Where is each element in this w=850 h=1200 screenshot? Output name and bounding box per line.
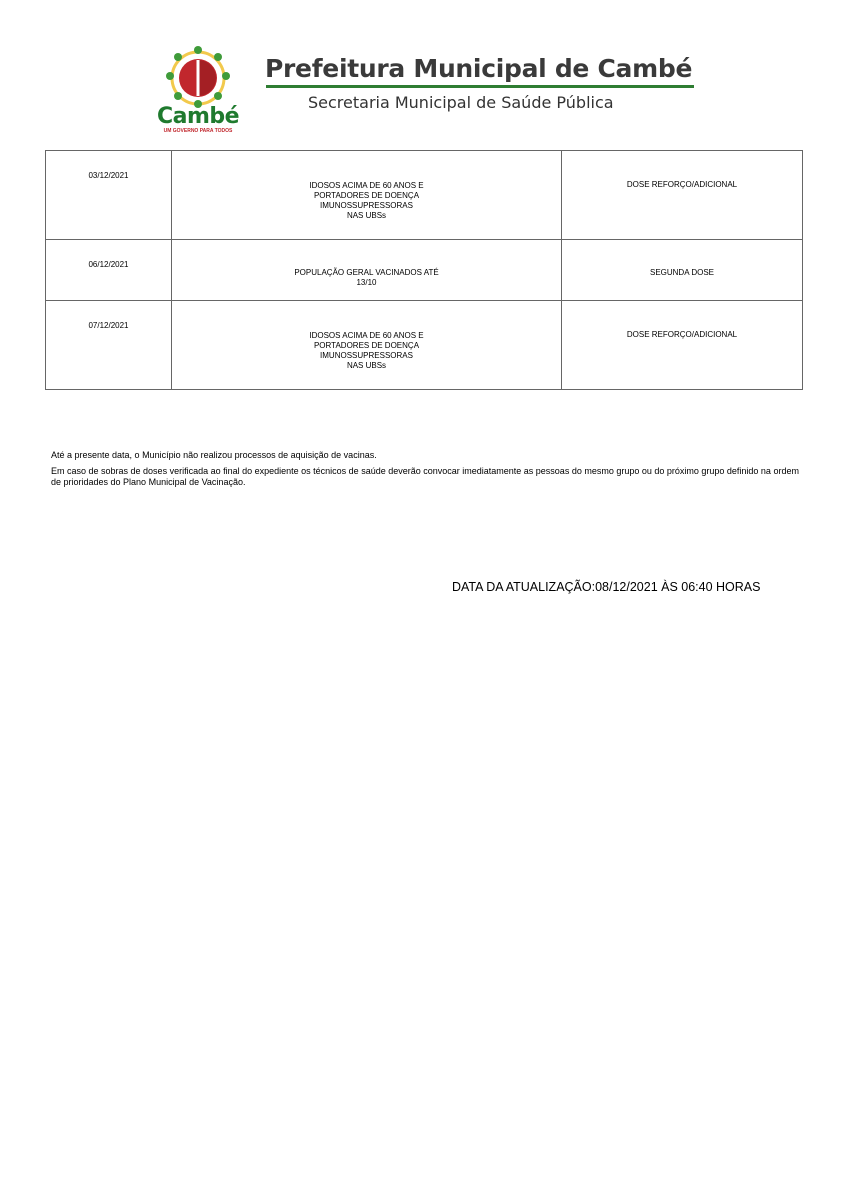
- notes-section: [51, 450, 811, 493]
- date-cell: [46, 151, 172, 240]
- table-row: [46, 240, 803, 301]
- date-text: 07/12/2021: [88, 321, 129, 330]
- group-cell: [172, 240, 562, 301]
- group-text: IDOSOS ACIMA DE 60 ANOS E PORTADORES DE DOENÇA IMUNOSSUPRESSORAS NAS UBSs: [309, 331, 424, 370]
- group-text: POPULAÇÃO GERAL VACINADOS ATÉ 13/10: [294, 268, 439, 287]
- cambe-logo: [150, 46, 246, 138]
- page-title: Prefeitura Municipal de Cambé: [265, 54, 693, 83]
- dose-cell: [562, 240, 803, 301]
- note-leftover-doses: Em caso de sobras de doses verificada ao final do expediente os técnicos de saúde deverão convocar imediatamente as pessoas do mesmo grupo ou do próximo grupo definido na ordem de prioridades do Plano Municipal de Vacinação.: [51, 466, 799, 487]
- cambe-emblem-icon: [150, 46, 246, 108]
- date-cell: [46, 301, 172, 390]
- group-text: IDOSOS ACIMA DE 60 ANOS E PORTADORES DE DOENÇA IMUNOSSUPRESSORAS NAS UBSs: [309, 181, 424, 220]
- dose-text: DOSE REFORÇO/ADICIONAL: [626, 330, 738, 339]
- dose-text: DOSE REFORÇO/ADICIONAL: [626, 180, 738, 189]
- date-text: 03/12/2021: [88, 171, 129, 180]
- dose-cell: [562, 301, 803, 390]
- group-cell: [172, 151, 562, 240]
- table-row: [46, 151, 803, 240]
- update-timestamp: DATA DA ATUALIZAÇÃO:08/12/2021 ÀS 06:40 HORAS: [452, 580, 761, 594]
- dose-text: SEGUNDA DOSE: [649, 268, 714, 277]
- group-cell: [172, 301, 562, 390]
- dose-cell: [562, 151, 803, 240]
- date-text: 06/12/2021: [88, 260, 129, 269]
- logo-slogan: UM GOVERNO PARA TODOS: [163, 128, 233, 134]
- vaccination-schedule-table: [45, 150, 803, 390]
- title-divider: [266, 85, 694, 88]
- document-header: [0, 0, 850, 145]
- note-vaccine-acquisition: Até a presente data, o Município não realizou processos de aquisição de vacinas.: [51, 450, 377, 460]
- page-subtitle: Secretaria Municipal de Saúde Pública: [308, 93, 614, 112]
- table-row: [46, 301, 803, 390]
- date-cell: [46, 240, 172, 301]
- logo-wordmark: Cambé: [156, 104, 240, 129]
